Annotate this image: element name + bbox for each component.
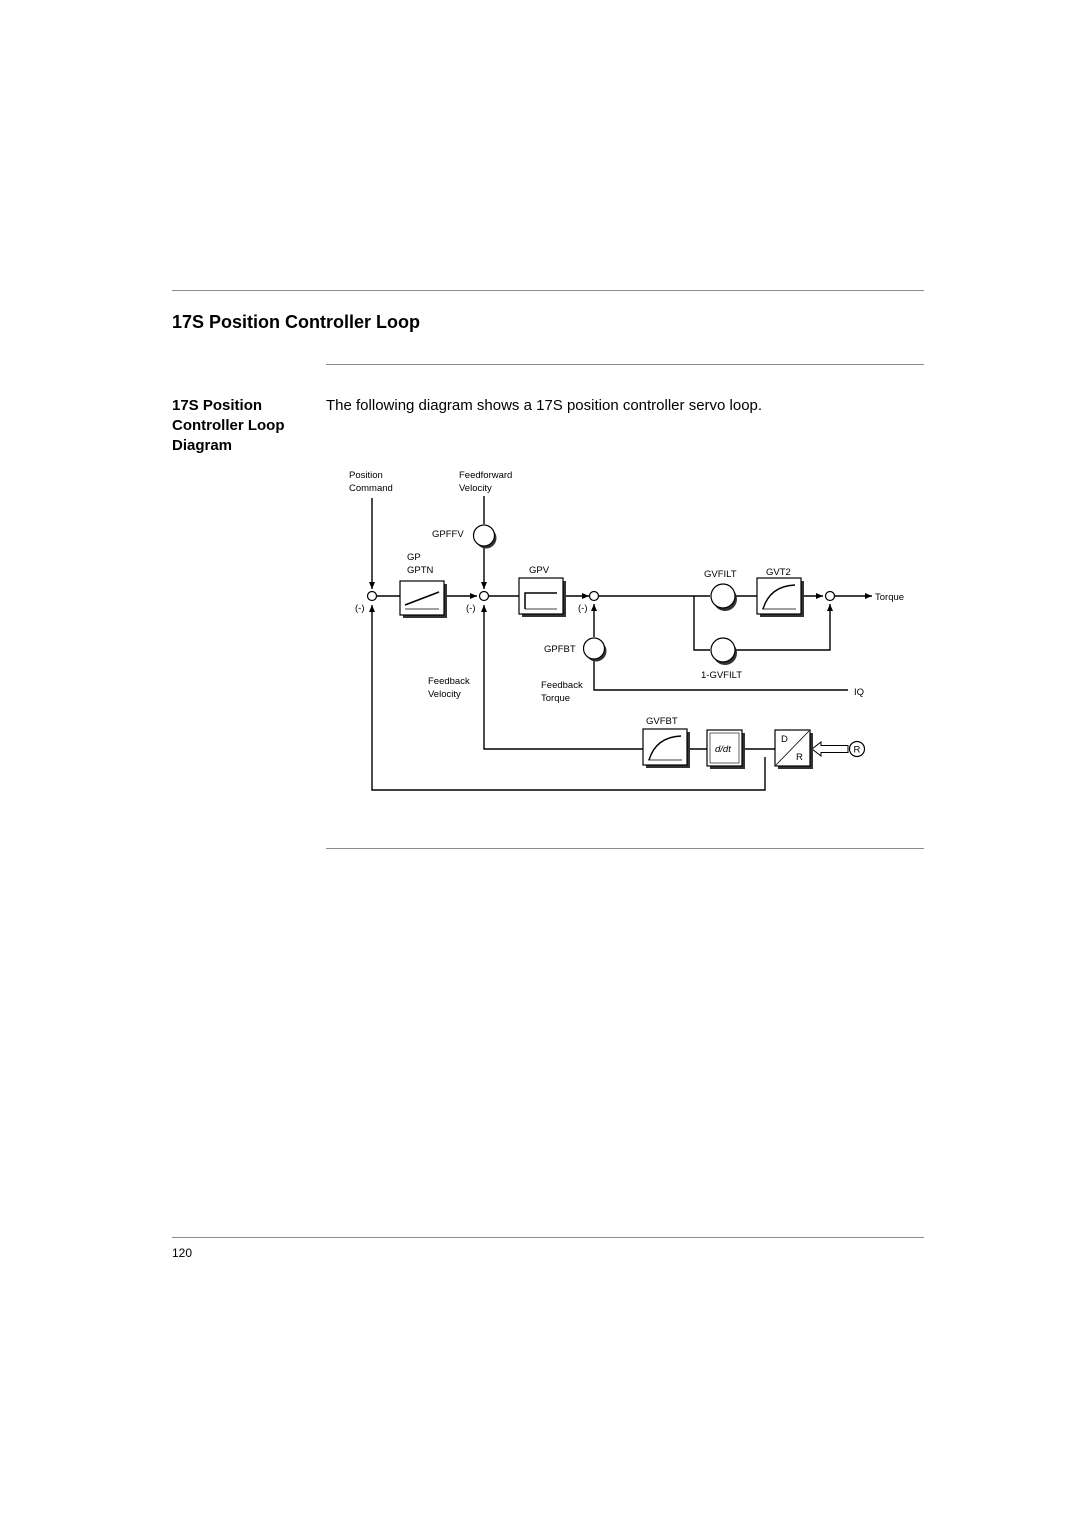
gvfbt-block xyxy=(643,729,690,768)
feedback-velocity-label: Velocity xyxy=(428,689,461,700)
resolver-arrow xyxy=(812,742,848,756)
feedforward-velocity-label: Velocity xyxy=(459,483,492,494)
converter-r-label: R xyxy=(796,752,803,763)
gvt2-label: GVT2 xyxy=(766,567,791,578)
one-minus-gvfilt-label: 1-GVFILT xyxy=(701,670,742,681)
intro-paragraph: The following diagram shows a 17S position controller servo loop. xyxy=(326,397,763,414)
feedback-torque-label: Torque xyxy=(541,693,571,704)
gvfilt-label: GVFILT xyxy=(704,569,737,580)
iq-label: IQ xyxy=(854,687,865,698)
gpffv-label: GPFFV xyxy=(432,529,464,540)
feedback-velocity-label: Feedback xyxy=(428,676,470,687)
section-end-rule xyxy=(326,848,924,849)
minus-sign-2: (-) xyxy=(466,603,476,614)
page-title: 17S Position Controller Loop xyxy=(172,312,421,332)
gpfbt-label: GPFBT xyxy=(544,644,576,655)
gp-label: GP xyxy=(407,552,421,563)
gpv-label: GPV xyxy=(529,565,550,576)
summing-junction-3 xyxy=(590,592,599,601)
gp-block xyxy=(400,581,447,618)
ddt-label: d/dt xyxy=(715,744,731,755)
gvfbt-label: GVFBT xyxy=(646,716,678,727)
feedforward-velocity-label: Feedforward xyxy=(459,470,513,481)
one-minus-gvfilt-gain-icon xyxy=(711,638,737,665)
section-heading-line: Diagram xyxy=(172,437,233,454)
summing-junction-4 xyxy=(826,592,835,601)
position-command-label: Command xyxy=(349,483,393,494)
gvt2-block xyxy=(757,578,804,617)
summing-junction-2 xyxy=(480,592,489,601)
summing-junction-1 xyxy=(368,592,377,601)
gpffv-gain-icon xyxy=(474,525,497,549)
gptn-label: GPTN xyxy=(407,565,434,576)
feedback-torque-label: Feedback xyxy=(541,680,583,691)
torque-output-label: Torque xyxy=(875,592,905,603)
position-command-label: Position xyxy=(349,470,383,481)
resolver-label: R xyxy=(853,744,861,756)
minus-sign-3: (-) xyxy=(578,603,588,614)
gpv-block xyxy=(519,578,566,617)
minus-sign-1: (-) xyxy=(355,603,365,614)
converter-d-label: D xyxy=(781,734,788,745)
section-heading-line: Controller Loop xyxy=(172,417,285,434)
gpfbt-gain-icon xyxy=(584,638,607,662)
section-heading-line: 17S Position xyxy=(172,397,263,414)
page-number: 120 xyxy=(172,1246,193,1260)
footer-rule xyxy=(172,1237,924,1238)
gvfilt-gain-icon xyxy=(711,584,737,611)
